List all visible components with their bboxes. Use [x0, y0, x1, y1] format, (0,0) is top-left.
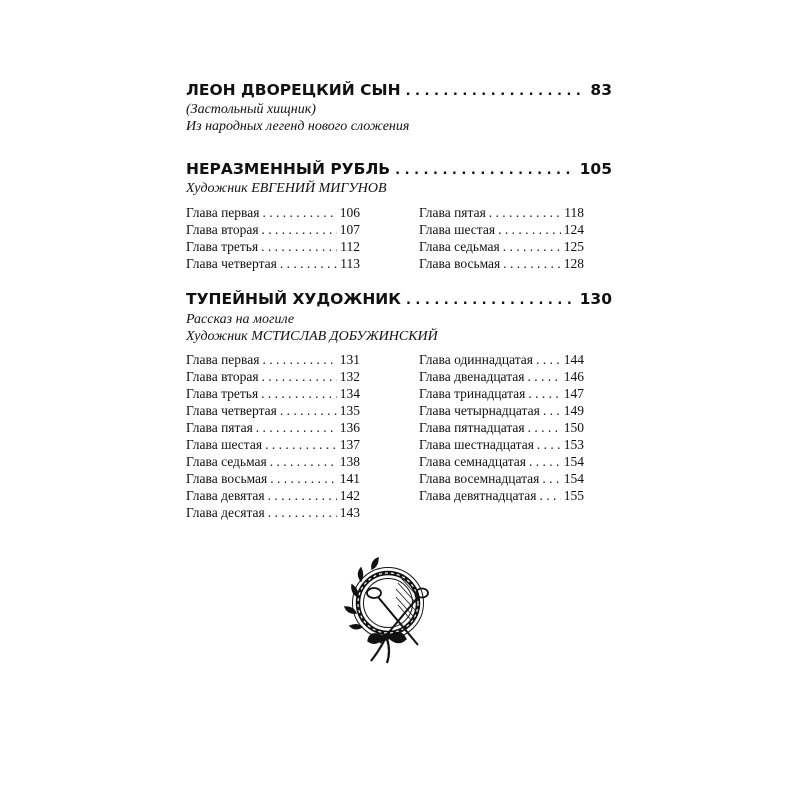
chapter-entry[interactable]	[186, 471, 360, 488]
chapter-label: Глава восемнадцатая	[419, 471, 540, 486]
leader-dots	[406, 293, 575, 308]
section-page-number: 105	[579, 160, 612, 178]
chapter-entry[interactable]	[419, 239, 584, 256]
chapter-entry[interactable]	[186, 420, 360, 437]
chapter-label: Глава тринадцатая	[419, 386, 526, 401]
leader-dots	[268, 488, 337, 504]
chapter-page-number: 106	[339, 205, 360, 220]
chapter-label: Глава девятая	[186, 488, 265, 503]
chapter-entry[interactable]	[419, 205, 584, 222]
chapter-page-number: 143	[339, 505, 360, 520]
chapter-page-number: 137	[339, 437, 360, 452]
chapter-label: Глава девятнадцатая	[419, 488, 537, 503]
chapter-label: Глава вторая	[186, 222, 259, 237]
section-page-number: 83	[590, 81, 612, 99]
chapter-page-number: 154	[563, 454, 584, 469]
chapter-entry[interactable]	[186, 205, 360, 222]
leader-dots	[528, 386, 560, 402]
chapter-entry[interactable]	[186, 454, 360, 471]
leader-dots	[261, 386, 337, 402]
chapter-page-number: 113	[340, 256, 360, 271]
chapter-page-number: 107	[339, 222, 360, 237]
section-subtitle: Художник ЕВГЕНИЙ МИГУНОВ	[186, 181, 387, 196]
chapter-page-number: 154	[563, 471, 584, 486]
leader-dots	[489, 205, 561, 221]
chapter-page-number: 142	[339, 488, 360, 503]
chapter-label: Глава седьмая	[419, 239, 500, 254]
chapter-page-number: 131	[339, 352, 360, 367]
chapter-entry[interactable]	[419, 386, 584, 403]
leader-dots	[268, 505, 337, 521]
chapter-page-number: 136	[339, 420, 360, 435]
chapter-label: Глава первая	[186, 205, 260, 220]
chapter-entry[interactable]	[419, 352, 584, 369]
chapter-label: Глава вторая	[186, 369, 259, 384]
section-heading-ruble[interactable]	[186, 160, 612, 182]
chapter-label: Глава седьмая	[186, 454, 267, 469]
leader-dots	[503, 239, 561, 255]
leader-dots	[270, 454, 337, 470]
chapter-label: Глава восьмая	[186, 471, 268, 486]
section-subtitle: Художник МСТИСЛАВ ДОБУЖИНСКИЙ	[186, 329, 438, 344]
chapter-entry[interactable]	[419, 437, 584, 454]
leader-dots	[539, 488, 560, 504]
chapter-list-right	[419, 205, 584, 273]
chapter-label: Глава десятая	[186, 505, 265, 520]
chapter-page-number: 147	[563, 386, 584, 401]
chapter-label: Глава третья	[186, 239, 259, 254]
chapter-label: Глава пятая	[186, 420, 253, 435]
section-subtitle: Рассказ на могиле	[186, 312, 295, 327]
chapter-page-number: 125	[563, 239, 584, 254]
chapter-page-number: 134	[339, 386, 360, 401]
chapter-label: Глава третья	[186, 386, 259, 401]
chapter-label: Глава одиннадцатая	[419, 352, 533, 367]
leader-dots	[542, 471, 560, 487]
chapter-page-number: 149	[563, 403, 584, 418]
chapter-list-left	[186, 352, 360, 522]
chapter-entry[interactable]	[186, 505, 360, 522]
chapter-entry[interactable]	[419, 488, 584, 505]
chapter-entry[interactable]	[186, 386, 360, 403]
leader-dots	[498, 222, 561, 238]
chapter-page-number: 153	[563, 437, 584, 452]
chapter-label: Глава первая	[186, 352, 260, 367]
chapter-entry[interactable]	[419, 403, 584, 420]
section-title: ЛЕОН ДВОРЕЦКИЙ СЫН	[186, 81, 401, 99]
leader-dots	[406, 84, 586, 99]
chapter-entry[interactable]	[419, 471, 584, 488]
leader-dots	[543, 403, 561, 419]
chapter-list-right	[419, 352, 584, 505]
chapter-entry[interactable]	[186, 437, 360, 454]
leader-dots	[395, 163, 575, 178]
chapter-label: Глава пятнадцатая	[419, 420, 525, 435]
chapter-entry[interactable]	[419, 369, 584, 386]
chapter-label: Глава четвертая	[186, 403, 277, 418]
section-heading-leon[interactable]	[186, 81, 612, 103]
chapter-page-number: 146	[563, 369, 584, 384]
chapter-entry[interactable]	[186, 222, 360, 239]
chapter-page-number: 112	[340, 239, 360, 254]
chapter-entry[interactable]	[419, 256, 584, 273]
chapter-page-number: 132	[339, 369, 360, 384]
chapter-page-number: 135	[339, 403, 360, 418]
chapter-page-number: 155	[563, 488, 584, 503]
leader-dots	[262, 369, 337, 385]
chapter-entry[interactable]	[186, 369, 360, 386]
chapter-label: Глава двенадцатая	[419, 369, 525, 384]
chapter-entry[interactable]	[186, 239, 360, 256]
chapter-label: Глава восьмая	[419, 256, 501, 271]
chapter-entry[interactable]	[419, 454, 584, 471]
wreath-scissors-icon	[336, 557, 448, 669]
leader-dots	[528, 420, 561, 436]
leader-dots	[262, 352, 336, 368]
chapter-label: Глава семнадцатая	[419, 454, 526, 469]
chapter-list-left	[186, 205, 360, 273]
section-subtitle: Из народных легенд нового сложения	[186, 119, 410, 134]
leader-dots	[527, 369, 560, 385]
leader-dots	[270, 471, 336, 487]
chapter-label: Глава шестая	[419, 222, 496, 237]
leader-dots	[256, 420, 337, 436]
chapter-page-number: 141	[339, 471, 360, 486]
section-heading-tupeyny[interactable]	[186, 290, 612, 312]
leader-dots	[280, 256, 337, 272]
chapter-entry[interactable]	[419, 222, 584, 239]
section-title: НЕРАЗМЕННЫЙ РУБЛЬ	[186, 160, 391, 178]
chapter-page-number: 150	[563, 420, 584, 435]
chapter-page-number: 124	[563, 222, 584, 237]
section-page-number: 130	[579, 290, 612, 308]
chapter-page-number: 128	[563, 256, 584, 271]
chapter-label: Глава четырнадцатая	[419, 403, 540, 418]
leader-dots	[537, 437, 561, 453]
leader-dots	[262, 205, 336, 221]
leader-dots	[262, 222, 337, 238]
chapter-entry[interactable]	[186, 256, 360, 273]
section-subtitle: (Застольный хищник)	[186, 102, 316, 117]
chapter-entry[interactable]	[186, 488, 360, 505]
chapter-page-number: 144	[563, 352, 584, 367]
chapter-label: Глава шестнадцатая	[419, 437, 534, 452]
leader-dots	[529, 454, 561, 470]
leader-dots	[280, 403, 337, 419]
chapter-entry[interactable]	[186, 403, 360, 420]
section-title: ТУПЕЙНЫЙ ХУДОЖНИК	[186, 290, 401, 308]
chapter-page-number: 138	[339, 454, 360, 469]
chapter-label: Глава шестая	[186, 437, 263, 452]
leader-dots	[261, 239, 337, 255]
chapter-label: Глава четвертая	[186, 256, 277, 271]
chapter-entry[interactable]	[186, 352, 360, 369]
leader-dots	[503, 256, 560, 272]
chapter-page-number: 118	[564, 205, 584, 220]
leader-dots	[536, 352, 561, 368]
leader-dots	[265, 437, 337, 453]
chapter-label: Глава пятая	[419, 205, 486, 220]
chapter-entry[interactable]	[419, 420, 584, 437]
